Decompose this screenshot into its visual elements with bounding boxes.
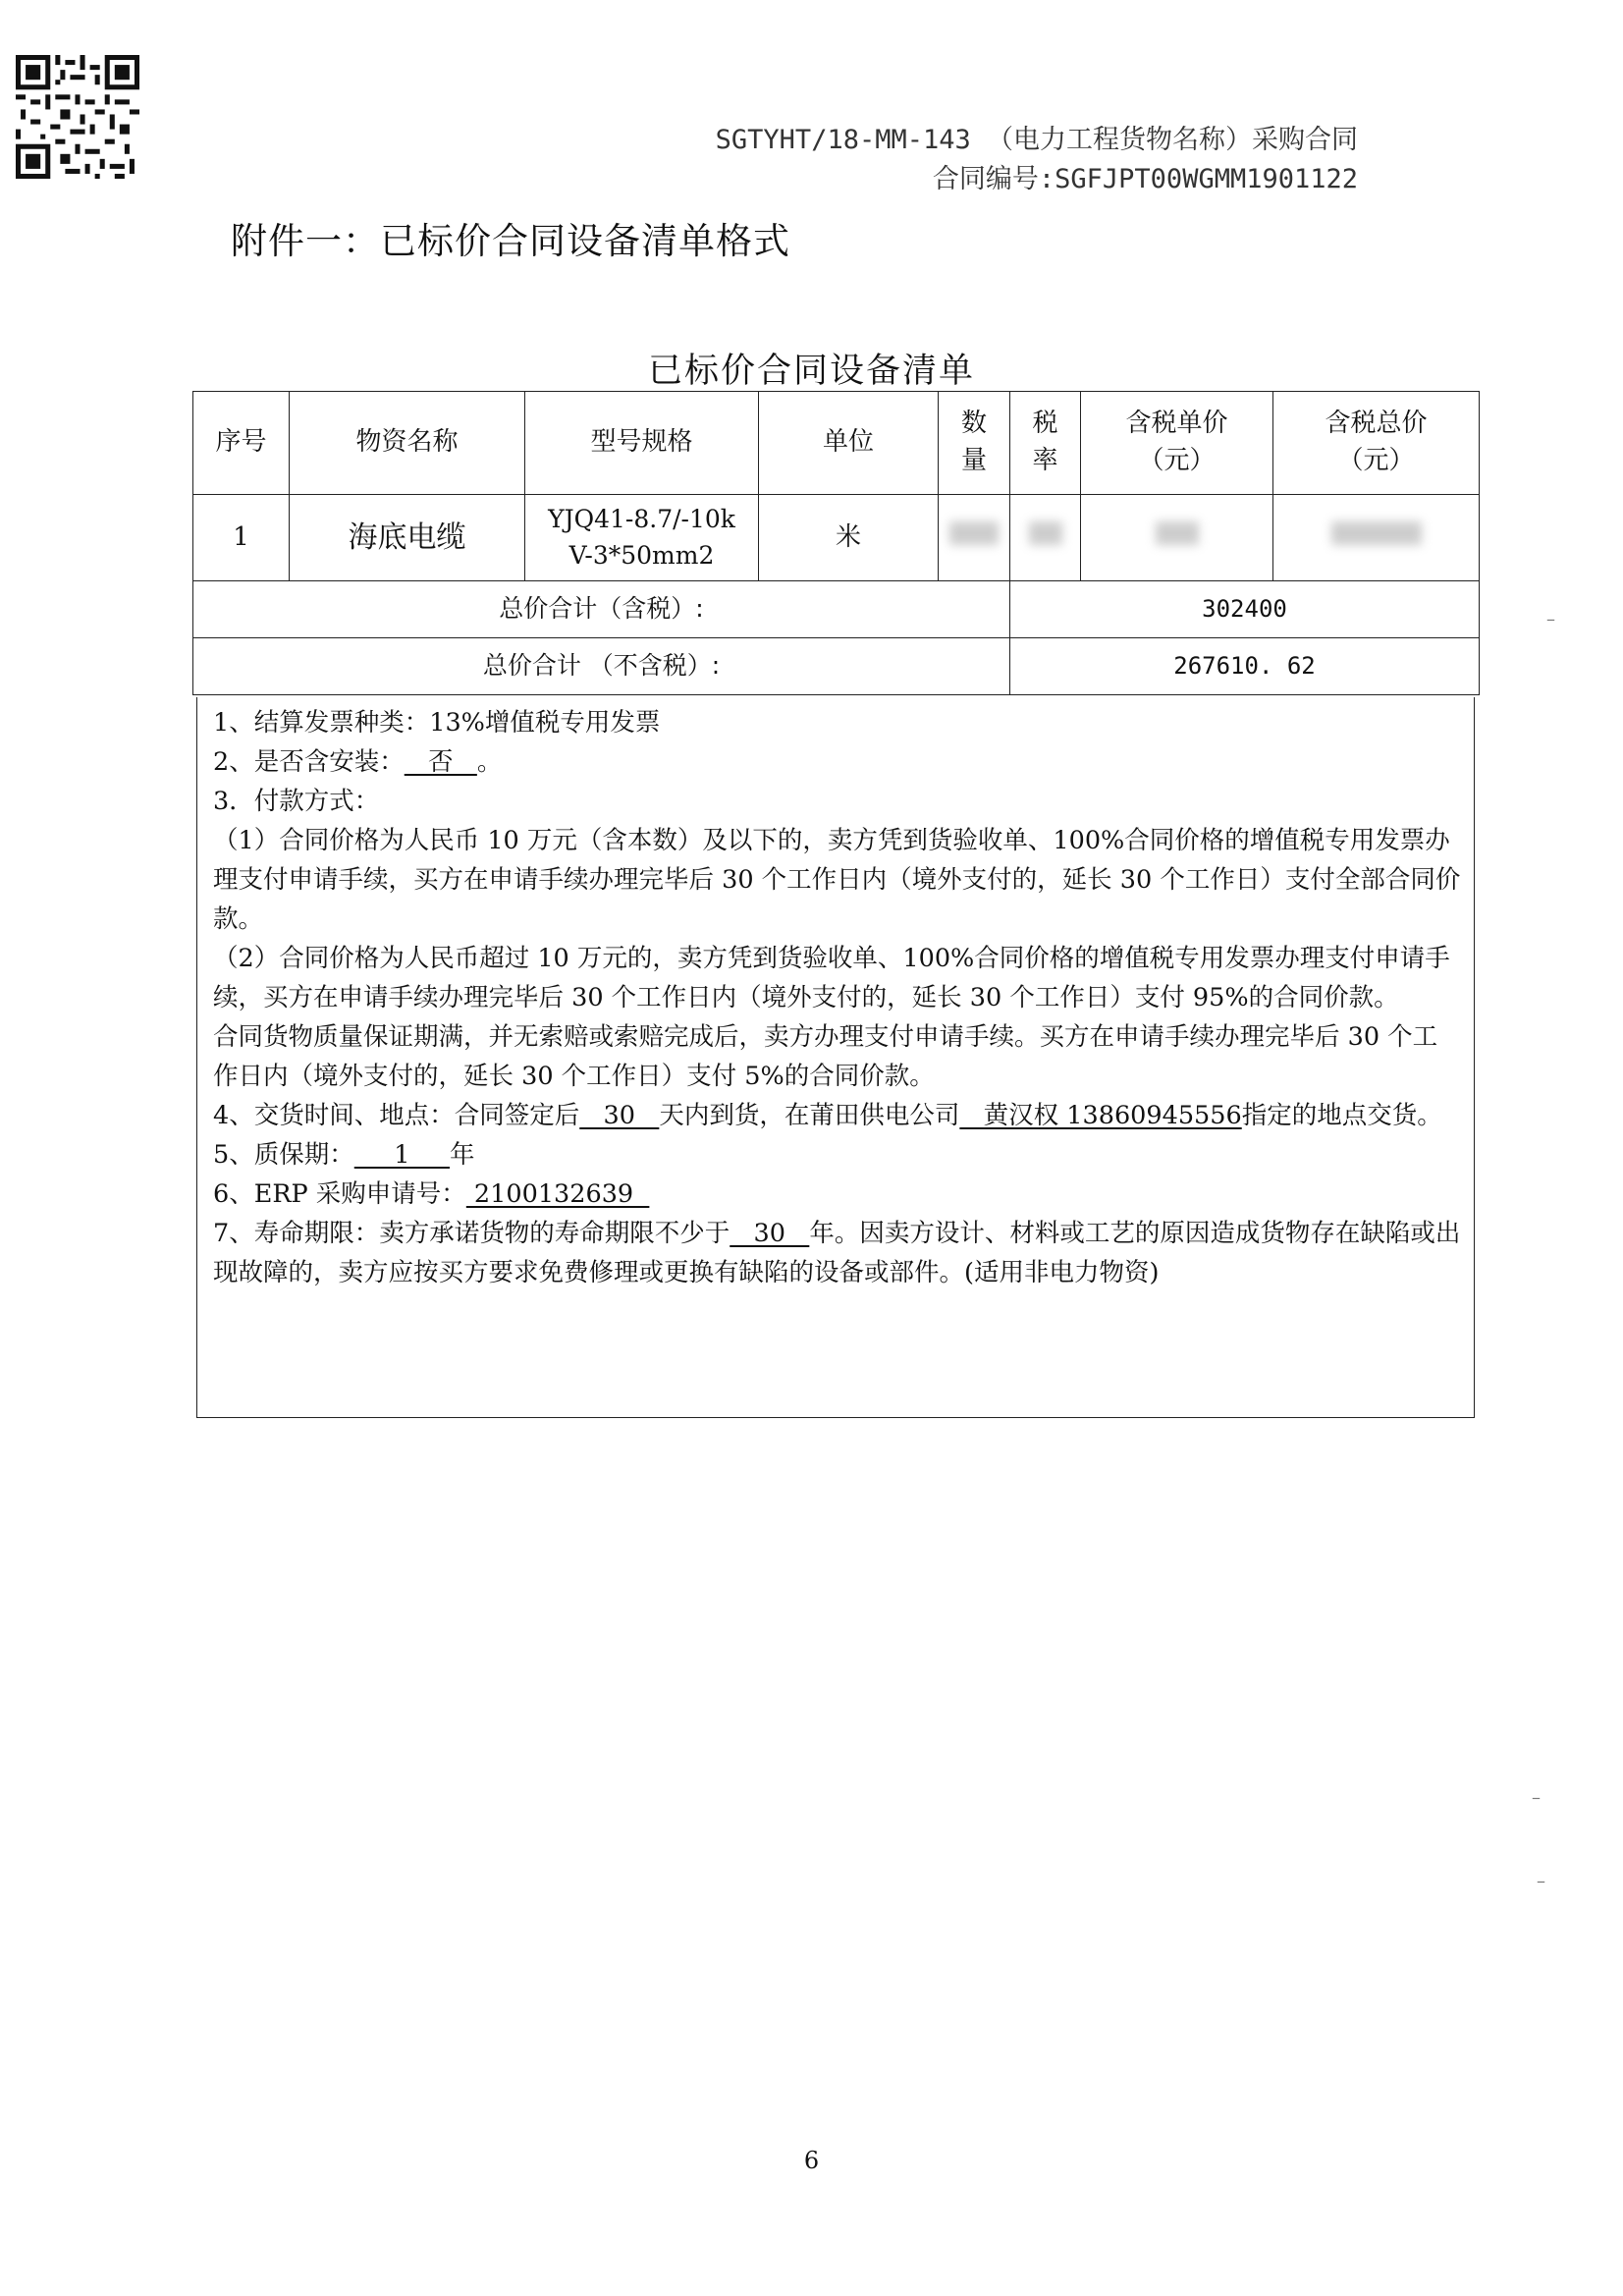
cell-seq: 1 [193,495,290,581]
header-total-price: 含税总价 （元） [1273,392,1480,495]
header-seq: 序号 [193,392,290,495]
contract-number: 合同编号:SGFJPT00WGMM1901122 [932,164,1358,194]
header-model: 型号规格 [525,392,759,495]
term-warranty: 5、质保期： 1 年 [213,1140,475,1170]
term-payment-heading: 3．付款方式： [213,787,380,816]
scan-mark: – [1546,609,1555,629]
term-payment-3: 合同货物质量保证期满，并无索赔或索赔完成后，卖方办理支付申请手续。买方在申请手续办理完毕后 30 个工作日内（境外支付的，延长 30 个工作日）支付 5%的合同价款。 [213,1022,1438,1091]
contract-title-header: SGTYHT/18-MM-143 （电力工程货物名称）采购合同 [715,125,1358,155]
list-title: 已标价合同设备清单 [647,352,975,391]
total-with-tax-label: 总价合计（含税）: [193,581,1010,638]
qr-code-icon [16,55,139,179]
page-number: 6 [803,2147,820,2174]
total-without-tax-label: 总价合计 （不含税）: [193,638,1010,695]
term-delivery: 4、交货时间、地点：合同签定后 30 天内到货，在莆田供电公司 黄汉权 13860945556指定的地点交货。 [213,1101,1442,1130]
term-payment-2: （2）合同价格为人民币超过 10 万元的，卖方凭到货验收单、100%合同价格的增值税专用发票办理支付申请手续，买方在申请手续办理完毕后 30 个工作日内（境外支付的，延长 30 个工作日）支付 95%的合同价款。 [213,944,1450,1012]
term-payment-1: （1）合同价格为人民币 10 万元（含本数）及以下的，卖方凭到货验收单、100%合同价格的增值税专用发票办理支付申请手续，买方在申请手续办理完毕后 30 个工作日内（境外支付的，延长 30 个工作日）支付全部合同价款。 [213,826,1461,934]
contract-terms [196,697,1475,1418]
scan-mark: – [1537,1871,1545,1891]
table-row [193,495,1480,581]
term-invoice-type: 1、结算发票种类：13%增值税专用发票 [213,708,661,738]
cell-quantity-redacted [939,495,1010,581]
cell-unit: 米 [759,495,939,581]
total-without-tax-row [193,638,1480,695]
annex-title: 附件一：已标价合同设备清单格式 [231,220,790,262]
cell-model: YJQ41-8.7/-10k V-3*50mm2 [525,495,759,581]
scan-mark: – [1532,1787,1541,1808]
cell-name: 海底电缆 [290,495,525,581]
header-name: 物资名称 [290,392,525,495]
cell-tax-rate-redacted [1010,495,1081,581]
cell-unit-price-redacted [1081,495,1273,581]
term-erp-number: 6、ERP 采购申请号： 2100132639 [213,1179,650,1209]
cell-total-price-redacted [1273,495,1480,581]
header-tax-rate: 税 率 [1010,392,1081,495]
total-without-tax-value: 267610. 62 [1010,638,1480,695]
equipment-table [192,391,1480,695]
header-unit-price: 含税单价 （元） [1081,392,1273,495]
header-unit: 单位 [759,392,939,495]
table-header-row [193,392,1480,495]
term-installation: 2、是否含安装： 否 。 [213,747,503,777]
term-lifespan: 7、寿命期限：卖方承诺货物的寿命期限不少于 30 年。因卖方设计、材料或工艺的原因造成货物存在缺陷或出现故障的，卖方应按买方要求免费修理或更换有缺陷的设备或部件。(适用非电力物资) [213,1219,1461,1287]
total-with-tax-value: 302400 [1010,581,1480,638]
header-quantity: 数 量 [939,392,1010,495]
total-with-tax-row [193,581,1480,638]
